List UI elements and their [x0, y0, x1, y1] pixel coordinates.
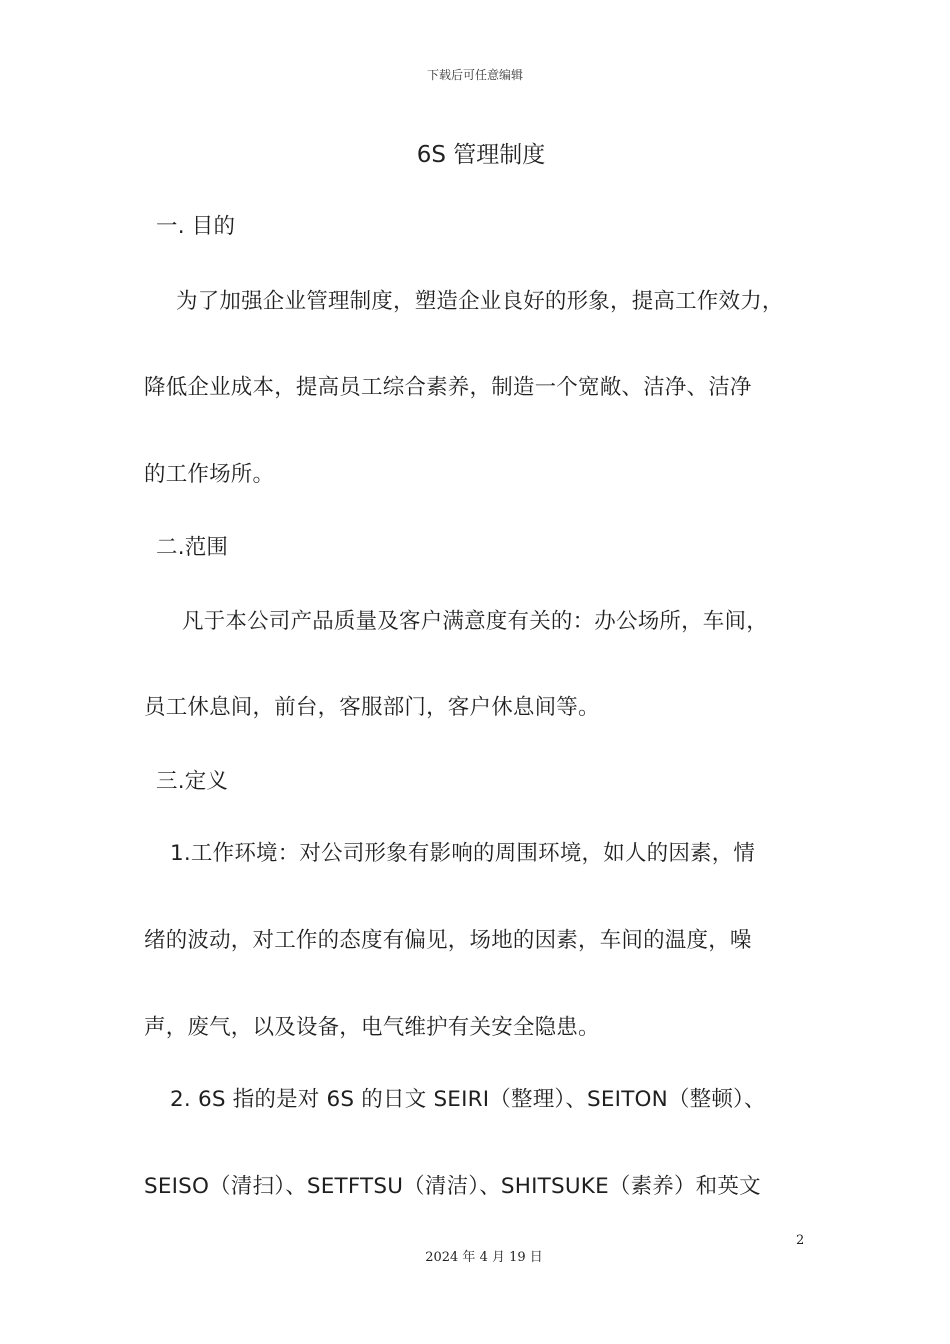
- paragraph-line: 2. 6S 指的是对 6S 的日文 SEIRI（整理）、SEITON（整顿）、: [170, 1087, 766, 1112]
- paragraph-line: 凡于本公司产品质量及客户满意度有关的：办公场所，车间，: [182, 609, 768, 634]
- footer-date: 2024 年 4 月 19 日: [425, 1250, 543, 1265]
- section-heading-scope: 二.范围: [156, 535, 229, 560]
- paragraph-line: 声，废气，以及设备，电气维护有关安全隐患。: [144, 1015, 600, 1040]
- page-number: 2: [796, 1233, 805, 1248]
- header-note: 下载后可任意编辑: [426, 68, 523, 82]
- paragraph-line: 1.工作环境：对公司形象有影响的周围环境，如人的因素，情: [170, 841, 756, 866]
- document-title: 6S 管理制度: [416, 142, 546, 168]
- section-heading-purpose: 一. 目的: [156, 214, 236, 239]
- paragraph-line: 降低企业成本，提高员工综合素养，制造一个宽敞、洁净、洁净: [144, 375, 752, 400]
- paragraph-line: 员工休息间，前台，客服部门，客户休息间等。: [144, 695, 600, 720]
- section-heading-definition: 三.定义: [156, 769, 229, 794]
- paragraph-line: 绪的波动，对工作的态度有偏见，场地的因素，车间的温度，噪: [144, 928, 752, 953]
- paragraph-line: 为了加强企业管理制度，塑造企业良好的形象，提高工作效力，: [176, 289, 784, 314]
- paragraph-line: SEISO（清扫）、SETFTSU（清洁）、SHITSUKE（素养）和英文: [144, 1174, 761, 1199]
- paragraph-line: 的工作场所。: [144, 462, 275, 487]
